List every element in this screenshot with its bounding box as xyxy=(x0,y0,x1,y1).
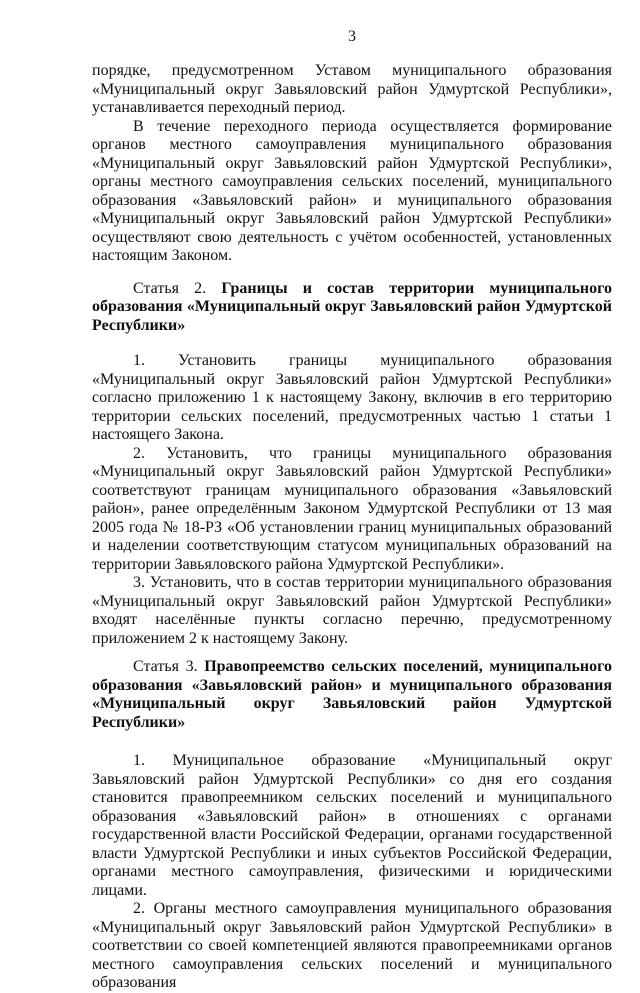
article-2-item-3: 3. Установить, что в состав территории муниципального образования «Муниципальный округ Завьяловский район Удмуртской Республики» входят населённые пункты согласно перечню, предусмотренному приложением 2 к настоящему Закону. xyxy=(92,574,612,647)
article-2-item-2: 2. Установить, что границы муниципального образования «Муниципальный округ Завьяловский район Удмуртской Республики» соответствуют границам муниципального образования «Завьяловский район», ранее определённым Законом Удмуртской Республики от 13 мая 2005 года № 18-РЗ «Об установлении границ муниципальных образований и наделении соответствующим статусом муниципальных образований на территории Завьяловского района Удмуртской Республики». xyxy=(92,444,612,573)
article-2-label: Статья 2. xyxy=(133,279,207,297)
transition-paragraph: В течение переходного периода осуществляется формирование органов местного самоуправления муниципального образования «Муниципальный округ Завьяловский район Удмуртской Республики», органы местного самоуправления сельских поселений, муниципального образования «Завьяловский район» и муниципального образования «Муниципальный округ Завьяловский район Удмуртской Республики» осуществляют свою деятельность с учётом особенностей, установленных настоящим Законом. xyxy=(92,117,612,264)
article-3-title: Правопреемство сельских поселений, муниципального образования «Завьяловский район» и муниципального образования «Муниципальный округ Завьяловский район Удмуртской Республики» xyxy=(92,658,612,731)
article-3-heading xyxy=(92,658,612,732)
article-3-label: Статья 3. xyxy=(133,658,198,675)
article-3-item-1: 1. Муниципальное образование «Муниципальный округ Завьяловский район Удмуртской Республики» со дня его создания становится правопреемником сельских поселений и муниципального образования «Завьяловский район» в отношениях с органами государственной власти Российской Федерации, органами государственной власти Удмуртской Республики и иных субъектов Российской Федерации, органами местного самоуправления, физическими и юридическими лицами. xyxy=(92,752,612,899)
continuation-paragraph: порядке, предусмотренном Уставом муниципального образования «Муниципальный округ Завьяловский район Удмуртской Республики», устанавливается переходный период. xyxy=(92,62,612,116)
article-2-item-1: 1. Установить границы муниципального образования «Муниципальный округ Завьяловский район Удмуртской Республики» согласно приложению 1 к настоящему Закону, включив в его территорию территории сельских поселений, предусмотренных частью 1 статьи 1 настоящего Закона. xyxy=(92,352,612,443)
article-2-title: Границы и состав территории муниципального образования «Муниципальный округ Завьяловский район Удмуртской Республики» xyxy=(92,279,613,334)
article-2-heading xyxy=(92,280,612,336)
page-number: 3 xyxy=(348,28,356,45)
document-body xyxy=(92,62,612,993)
article-3-item-2: 2. Органы местного самоуправления муниципального образования «Муниципальный округ Завьяловский район Удмуртской Республики» в соответствии со своей компетенцией являются правопреемниками органов местного самоуправления сельских поселений и муниципального образования xyxy=(92,900,612,991)
